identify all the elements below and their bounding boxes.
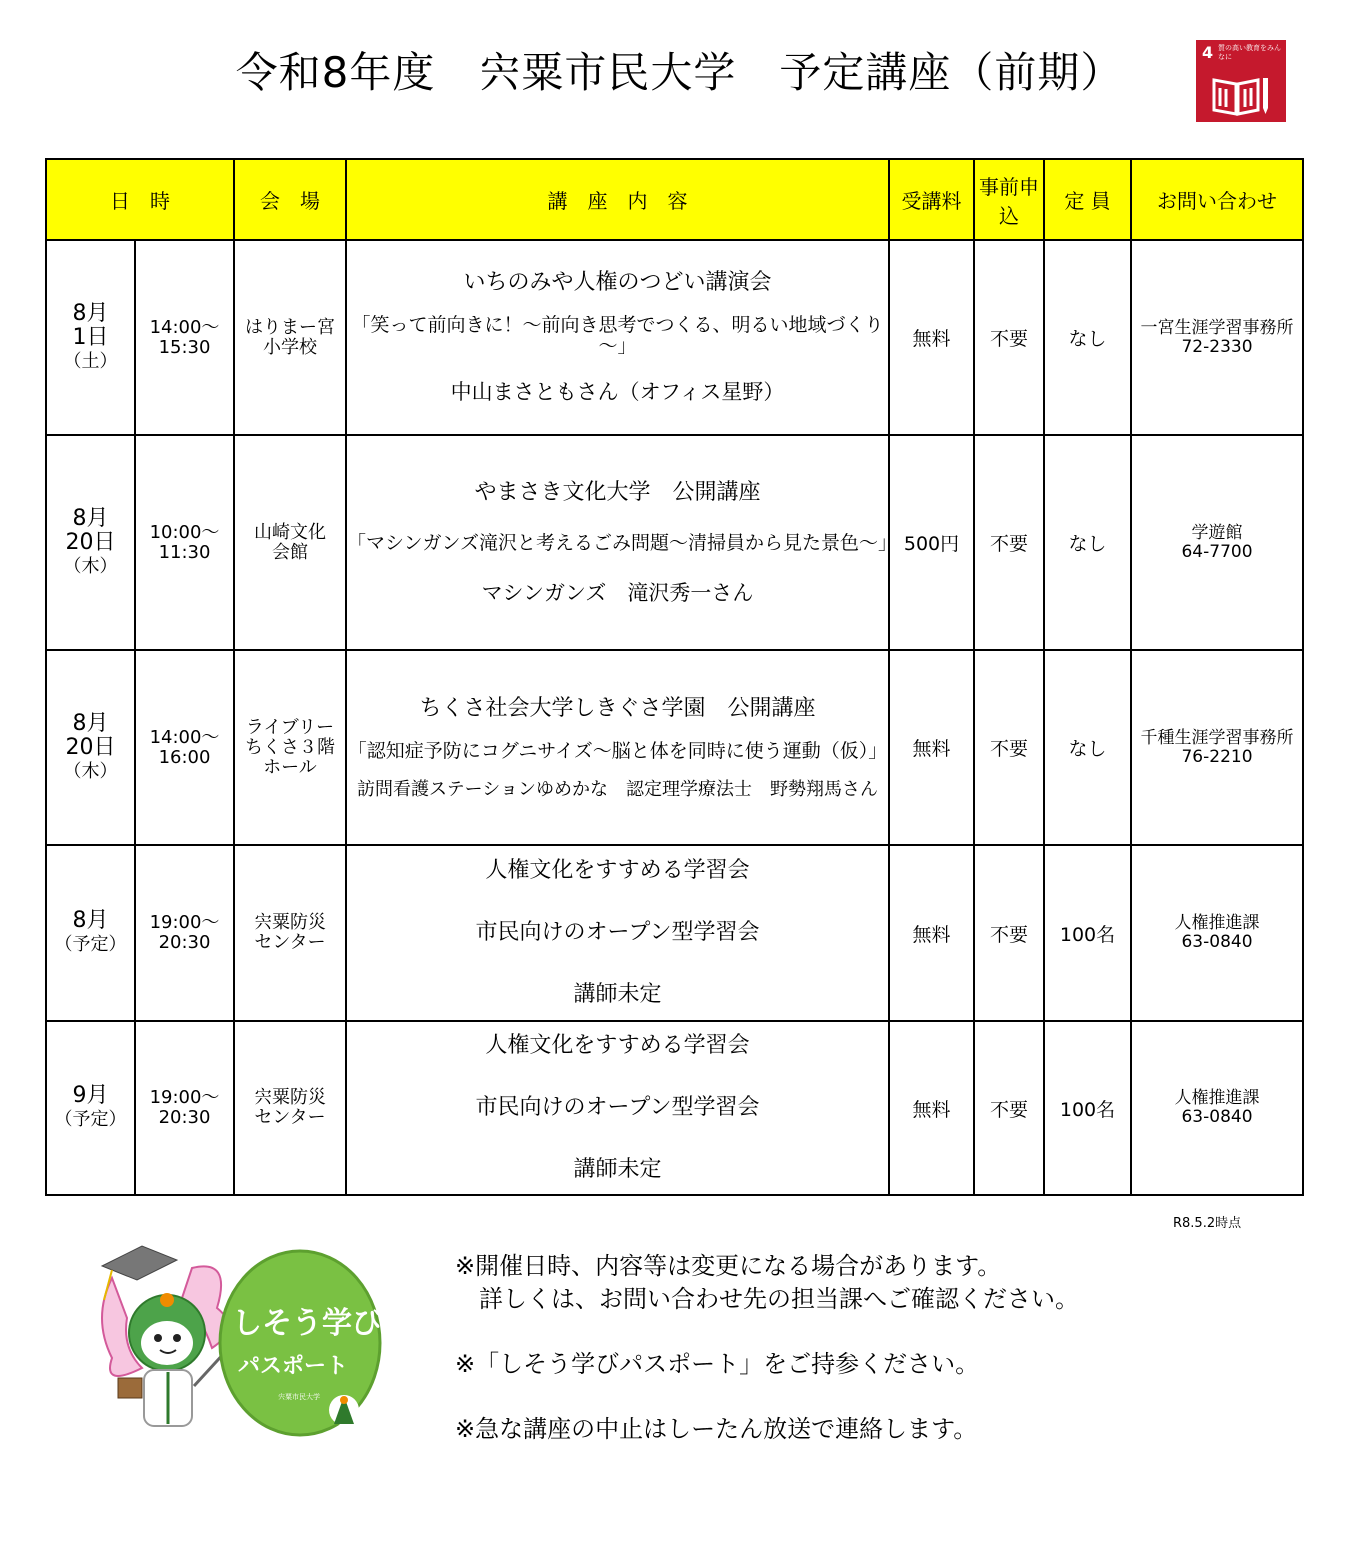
date-cell (46, 435, 135, 650)
header-datetime: 日 時 (46, 159, 234, 240)
content-cell (346, 1021, 889, 1195)
table-row (46, 1021, 1303, 1195)
course-subtitle: 「認知症予防にコグニサイズ～脳と体を同時に使う運動（仮）」 (347, 740, 888, 762)
contact-cell: 人権推進課 63-0840 (1131, 1021, 1303, 1195)
capacity-cell: なし (1044, 240, 1131, 435)
time-cell: 10:00～ 11:30 (135, 435, 234, 650)
table-row (46, 845, 1303, 1021)
date-note: （予定） (54, 1109, 127, 1130)
date-cell (46, 240, 135, 435)
note-cancel: ※急な講座の中止はしーたん放送で連絡します。 (455, 1415, 978, 1443)
venue-cell: はりまー宮 小学校 (234, 240, 346, 435)
contact-cell: 人権推進課 63-0840 (1131, 845, 1303, 1021)
date-weekday: （木） (63, 760, 118, 782)
date-month-day: 8月 1日 (72, 300, 109, 350)
capacity-cell: 100名 (1044, 1021, 1131, 1195)
note-change: ※開催日時、内容等は変更になる場合があります。 (455, 1252, 1002, 1280)
fee-cell: 無料 (889, 650, 974, 845)
time-cell: 14:00～ 15:30 (135, 240, 234, 435)
date-note: （予定） (54, 934, 127, 955)
application-cell: 不要 (974, 240, 1044, 435)
header-venue: 会 場 (234, 159, 346, 240)
course-speaker: 講師未定 (573, 1157, 662, 1182)
date-cell (46, 845, 135, 1021)
note-passport: ※「しそう学びパスポート」をご持参ください。 (455, 1350, 980, 1378)
date-month: 9月 (72, 1083, 109, 1108)
fee-cell: 500円 (889, 435, 974, 650)
page-title: 令和8年度 宍粟市民大学 予定講座（前期） (235, 48, 1124, 97)
course-title: やまさき文化大学 公開講座 (474, 479, 761, 505)
sdg-4-badge (1196, 40, 1286, 122)
fee-cell: 無料 (889, 1021, 974, 1195)
date-month-day: 8月 20日 (65, 710, 116, 760)
passport-line1: しそう学び (232, 1306, 382, 1341)
capacity-cell: 100名 (1044, 845, 1131, 1021)
content-cell (346, 240, 889, 435)
content-cell (346, 435, 897, 650)
sdg-number: 4 (1202, 43, 1214, 62)
header-capacity: 定 員 (1044, 159, 1131, 240)
fee-cell: 無料 (889, 240, 974, 435)
course-speaker: マシンガンズ 滝沢秀一さん (481, 580, 754, 605)
course-speaker: 中山まさともさん（オフィス星野） (450, 380, 785, 404)
course-title: いちのみや人権のつどい講演会 (463, 270, 772, 295)
content-cell (346, 845, 889, 1021)
table-header-row (46, 159, 1303, 240)
schedule-table (45, 158, 1304, 1196)
course-subtitle: 市民向けのオープン型学習会 (475, 920, 760, 945)
course-title: 人権文化をすすめる学習会 (485, 858, 750, 883)
date-cell (46, 650, 135, 845)
time-cell: 19:00～ 20:30 (135, 1021, 234, 1195)
application-cell: 不要 (974, 650, 1044, 845)
fee-cell: 無料 (889, 845, 974, 1021)
course-subtitle: 市民向けのオープン型学習会 (475, 1095, 760, 1120)
course-subtitle: 「マシンガンズ滝沢と考えるごみ問題～清掃員から見た景色～」 (347, 531, 897, 554)
contact-cell: 一宮生涯学習事務所 72-2330 (1131, 240, 1303, 435)
venue-cell: 宍粟防災 センター (234, 845, 346, 1021)
course-title: ちくさ社会大学しきぐさ学園 公開講座 (419, 696, 816, 721)
course-speaker: 講師未定 (573, 982, 662, 1007)
book-pencil-icon (1212, 74, 1270, 116)
venue-cell: 山崎文化 会館 (234, 435, 346, 650)
application-cell: 不要 (974, 1021, 1044, 1195)
as-of-date: R8.5.2時点 (1173, 1216, 1242, 1231)
date-month-day: 8月 20日 (65, 505, 116, 555)
note-confirm: 詳しくは、お問い合わせ先の担当課へご確認ください。 (455, 1285, 1079, 1313)
contact-cell: 学遊館 64-7700 (1131, 435, 1303, 650)
date-month: 8月 (72, 908, 109, 933)
venue-cell: ライブリー ちくさ３階 ホール (234, 650, 346, 845)
capacity-cell: なし (1044, 435, 1131, 650)
passport-mascot-logo (82, 1238, 392, 1448)
table-row (46, 650, 1303, 845)
sdg-text: 質の高い教育をみんなに (1218, 44, 1281, 61)
header-content: 講 座 内 容 (346, 159, 889, 240)
notes-block (455, 1250, 1079, 1446)
course-speaker: 訪問看護ステーションゆめかな 認定理学療法士 野勢翔馬さん (357, 779, 878, 800)
time-cell: 14:00～ 16:00 (135, 650, 234, 845)
time-cell: 19:00～ 20:30 (135, 845, 234, 1021)
passport-org: 宍粟市民大学 (278, 1393, 320, 1401)
capacity-cell: なし (1044, 650, 1131, 845)
contact-cell: 千種生涯学習事務所 76-2210 (1131, 650, 1303, 845)
course-subtitle: 「笑って前向きに！～前向き思考でつくる、明るい地域づくり～」 (351, 314, 884, 357)
header-contact: お問い合わせ (1131, 159, 1303, 240)
date-weekday: （木） (63, 555, 118, 577)
table-row (46, 435, 1303, 650)
table-row (46, 240, 1303, 435)
application-cell: 不要 (974, 845, 1044, 1021)
content-cell (346, 650, 889, 845)
date-cell (46, 1021, 135, 1195)
header-fee: 受講料 (889, 159, 974, 240)
header-application: 事前申込 (974, 159, 1044, 240)
passport-line2: パスポート (238, 1354, 349, 1379)
date-weekday: （土） (63, 350, 118, 372)
venue-cell: 宍粟防災 センター (234, 1021, 346, 1195)
application-cell: 不要 (974, 435, 1044, 650)
course-title: 人権文化をすすめる学習会 (485, 1033, 750, 1058)
